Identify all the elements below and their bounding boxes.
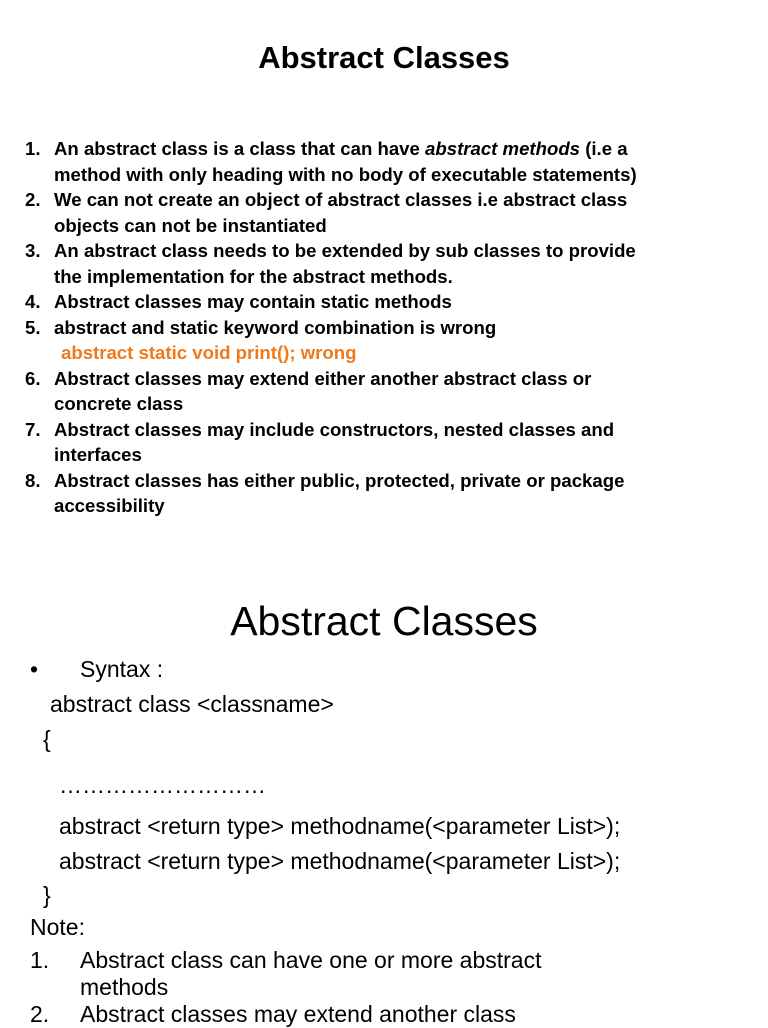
- list-item: [25, 187, 760, 238]
- code-line-class-declaration: abstract class <classname>: [50, 691, 334, 717]
- list-item: [25, 289, 760, 315]
- list-item-number: 1.: [30, 947, 50, 973]
- list-item: [30, 947, 750, 1001]
- list-item-line: interfaces: [54, 444, 142, 465]
- code-line-ellipsis: ………………………: [59, 772, 266, 798]
- bullet-icon: •: [30, 656, 39, 682]
- code-line-abstract-method: abstract <return type> methodname(<parameter List>);: [59, 848, 621, 874]
- list-item-text: (i.e a: [580, 138, 628, 159]
- note-label: Note:: [30, 914, 85, 940]
- list-item-line: Abstract classes may include constructors, nested classes and: [54, 418, 615, 440]
- list-item-line: concrete class: [54, 393, 184, 414]
- list-item: [25, 136, 760, 187]
- list-item-line: abstract and static keyword combination is wrong: [54, 316, 497, 338]
- list-item-number: 6.: [25, 367, 41, 389]
- notes-list: [30, 947, 750, 1028]
- code-example-wrong: abstract static void print(); wrong: [61, 342, 357, 363]
- list-item-line: An abstract class needs to be extended by sub classes to provide: [54, 240, 636, 261]
- slide-2-title: Abstract Classes: [230, 598, 538, 644]
- list-item: [25, 468, 760, 519]
- list-item-text: An abstract class is a class that can have: [54, 138, 426, 159]
- list-item: [25, 417, 760, 468]
- list-item-line: methods: [80, 974, 169, 1000]
- list-item-emphasis: abstract methods: [425, 138, 581, 159]
- list-item-line: Abstract classes has either public, protected, private or package: [54, 469, 625, 491]
- code-line-open-brace: {: [43, 726, 51, 752]
- list-item-line: Abstract classes may contain static methods: [54, 291, 452, 312]
- code-line-close-brace: }: [43, 882, 51, 908]
- list-item-line: objects can not be instantiated: [54, 214, 327, 236]
- list-item-number: 7.: [25, 418, 41, 440]
- list-item-number: 3.: [25, 240, 41, 261]
- list-item-line: [54, 136, 760, 162]
- list-item-number: 5.: [25, 316, 41, 338]
- list-item-number: 2.: [25, 189, 41, 210]
- abstract-class-rules-list: [25, 136, 760, 519]
- list-item-line: Abstract classes may extend either another abstract class or: [54, 367, 592, 389]
- list-item-line: the implementation for the abstract methods.: [54, 265, 453, 287]
- list-item-line: accessibility: [54, 495, 165, 516]
- list-item-line: We can not create an object of abstract classes i.e abstract class: [54, 189, 628, 210]
- syntax-label: Syntax :: [80, 656, 164, 682]
- list-item-line: Abstract classes may extend another class: [80, 1001, 516, 1027]
- list-item: [25, 238, 760, 289]
- list-item: [25, 315, 760, 341]
- list-item-line: method with only heading with no body of executable statements): [54, 163, 637, 185]
- list-item: [25, 366, 760, 417]
- slide-1-title: Abstract Classes: [258, 40, 510, 75]
- list-item-number: 4.: [25, 291, 41, 312]
- list-item-line: Abstract class can have one or more abstract: [80, 947, 542, 973]
- list-item-number: 1.: [25, 138, 41, 159]
- list-item-number: 2.: [30, 1001, 50, 1027]
- list-item-number: 8.: [25, 469, 41, 491]
- slide-2: [0, 560, 768, 1027]
- code-line-abstract-method: abstract <return type> methodname(<parameter List>);: [59, 813, 621, 839]
